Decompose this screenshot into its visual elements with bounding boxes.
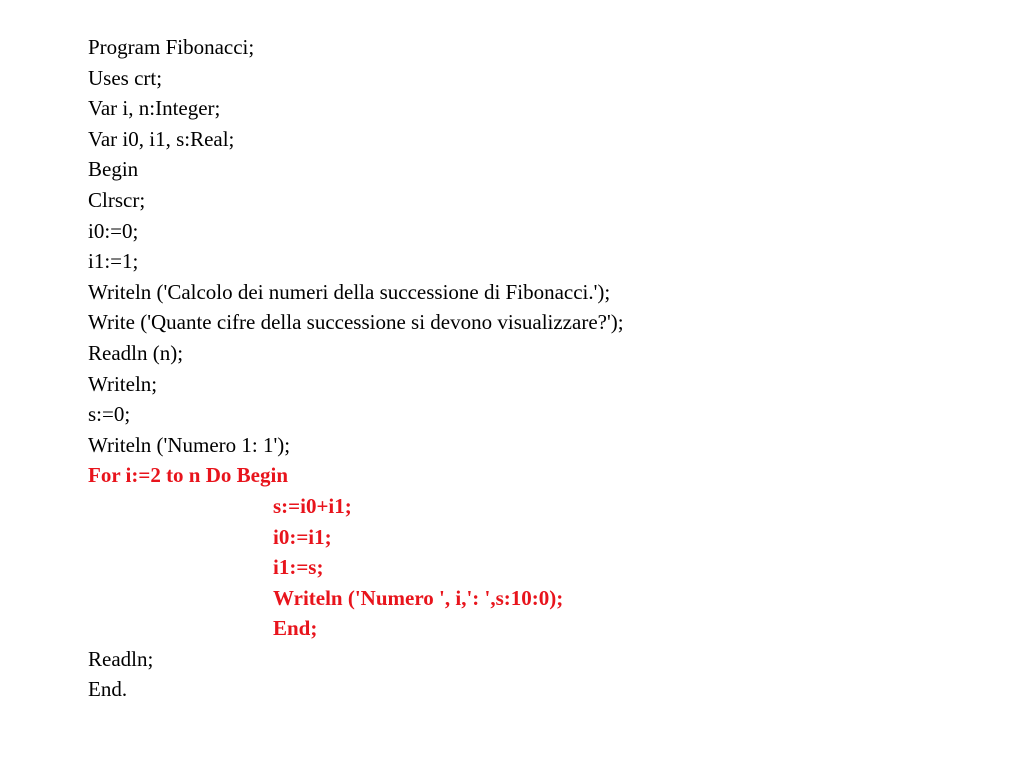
code-line-loop-end: End;	[273, 616, 318, 641]
code-line-var-real: Var i0, i1, s:Real;	[88, 126, 235, 151]
code-line-readln: Readln;	[88, 646, 154, 671]
code-line-program: Program Fibonacci;	[88, 35, 255, 59]
code-line-loop-shift-i1: i1:=s;	[273, 555, 324, 580]
code-line-var-integer: Var i, n:Integer;	[88, 96, 221, 121]
code-line-for-loop-header: For i:=2 to n Do Begin	[88, 463, 288, 488]
code-line-writeln-blank: Writeln;	[88, 371, 158, 396]
code-line-writeln-first: Writeln ('Numero 1: 1');	[88, 432, 291, 457]
code-line-clrscr: Clrscr;	[88, 187, 146, 212]
code-line-uses: Uses crt;	[88, 65, 163, 90]
code-line-i1-init: i1:=1;	[88, 249, 139, 274]
code-line-writeln-title: Writeln ('Calcolo dei numeri della successione di Fibonacci.');	[88, 279, 611, 304]
code-line-loop-shift-i0: i0:=i1;	[273, 524, 332, 549]
code-line-loop-sum: s:=i0+i1;	[273, 493, 352, 518]
code-line-loop-writeln: Writeln ('Numero ', i,': ',s:10:0);	[273, 585, 564, 610]
code-line-i0-init: i0:=0;	[88, 218, 139, 243]
code-line-s-init: s:=0;	[88, 402, 131, 427]
code-line-readln-n: Readln (n);	[88, 340, 184, 365]
code-line-begin: Begin	[88, 157, 139, 182]
code-line-write-prompt: Write ('Quante cifre della successione si devono visualizzare?');	[88, 310, 624, 335]
code-line-end: End.	[88, 677, 128, 702]
pascal-source-code	[88, 32, 988, 705]
